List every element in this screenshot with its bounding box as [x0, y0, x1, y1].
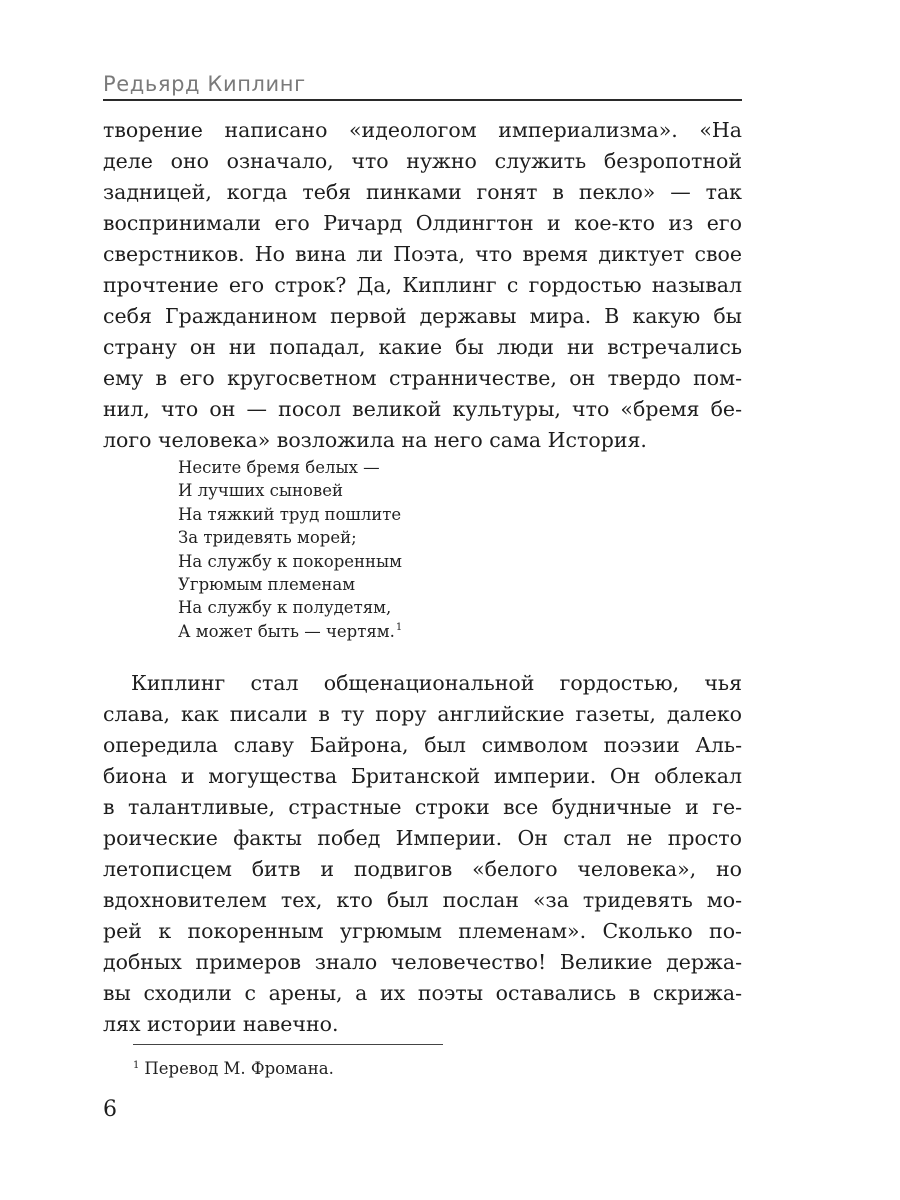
text-line: ему в его кругосветном странничестве, он твердо пом- — [103, 366, 742, 390]
poem-line: И лучших сыновей — [178, 481, 343, 501]
poem-line: Угрюмым племенам — [178, 574, 356, 594]
text-line: в талантливые, страстные строки все будничные и ге- — [103, 795, 742, 819]
poem-quote — [178, 456, 402, 643]
text-line: задницей, когда тебя пинками гонят в пекло» — так — [103, 180, 742, 204]
text-line: вы сходили с арены, а их поэты оставались в скрижа- — [103, 981, 742, 1005]
text-line: творение написано «идеологом империализма». «На — [103, 118, 742, 142]
text-line: прочтение его строк? Да, Киплинг с гордостью называл — [103, 273, 742, 297]
poem-line-last — [178, 620, 402, 643]
footnote — [133, 1059, 334, 1078]
poem-line: На службу к покоренным — [178, 551, 402, 571]
paragraph-2 — [103, 668, 742, 1040]
text-line: Киплинг стал общенациональной гордостью, чья — [131, 671, 742, 695]
text-line: лях истории навечно. — [103, 1012, 339, 1036]
text-line: воспринимали его Ричард Олдингтон и кое-кто из его — [103, 211, 742, 235]
poem-line: На службу к полудетям, — [178, 598, 392, 618]
text-line: сверстников. Но вина ли Поэта, что время диктует свое — [103, 242, 742, 266]
text-line: лого человека» возложила на него сама История. — [103, 428, 647, 452]
text-line: опередила славу Байрона, был символом поэзии Аль- — [103, 733, 742, 757]
text-line: страну он ни попадал, какие бы люди ни встречались — [103, 335, 742, 359]
running-head: Редьярд Киплинг — [103, 72, 306, 96]
text-line: вдохновителем тех, кто был послан «за тридевять мо- — [103, 888, 742, 912]
text-line: биона и могущества Британской империи. Он облекал — [103, 764, 742, 788]
text-line: летописцем битв и подвигов «белого человека», но — [103, 857, 742, 881]
poem-line-text: А может быть — чертям. — [178, 621, 395, 641]
page-number: 6 — [103, 1097, 117, 1122]
poem-line: За тридевять морей; — [178, 528, 357, 548]
paragraph-1 — [103, 115, 742, 456]
text-line: деле оно означало, что нужно служить безропотной — [103, 149, 742, 173]
footnote-text: Перевод М. Фромана. — [144, 1059, 334, 1078]
footnote-rule — [133, 1044, 443, 1045]
poem-line: На тяжкий труд пошлите — [178, 504, 402, 524]
header-rule — [103, 99, 742, 101]
text-line: добных примеров знало человечество! Великие держа- — [103, 950, 742, 974]
text-line: рей к покоренным угрюмым племенам». Сколько по- — [103, 919, 742, 943]
text-line: слава, как писали в ту пору английские газеты, далеко — [103, 702, 742, 726]
poem-line: Несите бремя белых — — [178, 458, 380, 477]
footnote-reference[interactable]: 1 — [395, 622, 403, 634]
text-line: себя Гражданином первой державы мира. В какую бы — [103, 304, 742, 328]
text-line: нил, что он — посол великой культуры, что «бремя бе- — [103, 397, 742, 421]
text-line: роические факты побед Империи. Он стал не просто — [103, 826, 742, 850]
footnote-number: 1 — [133, 1059, 140, 1071]
